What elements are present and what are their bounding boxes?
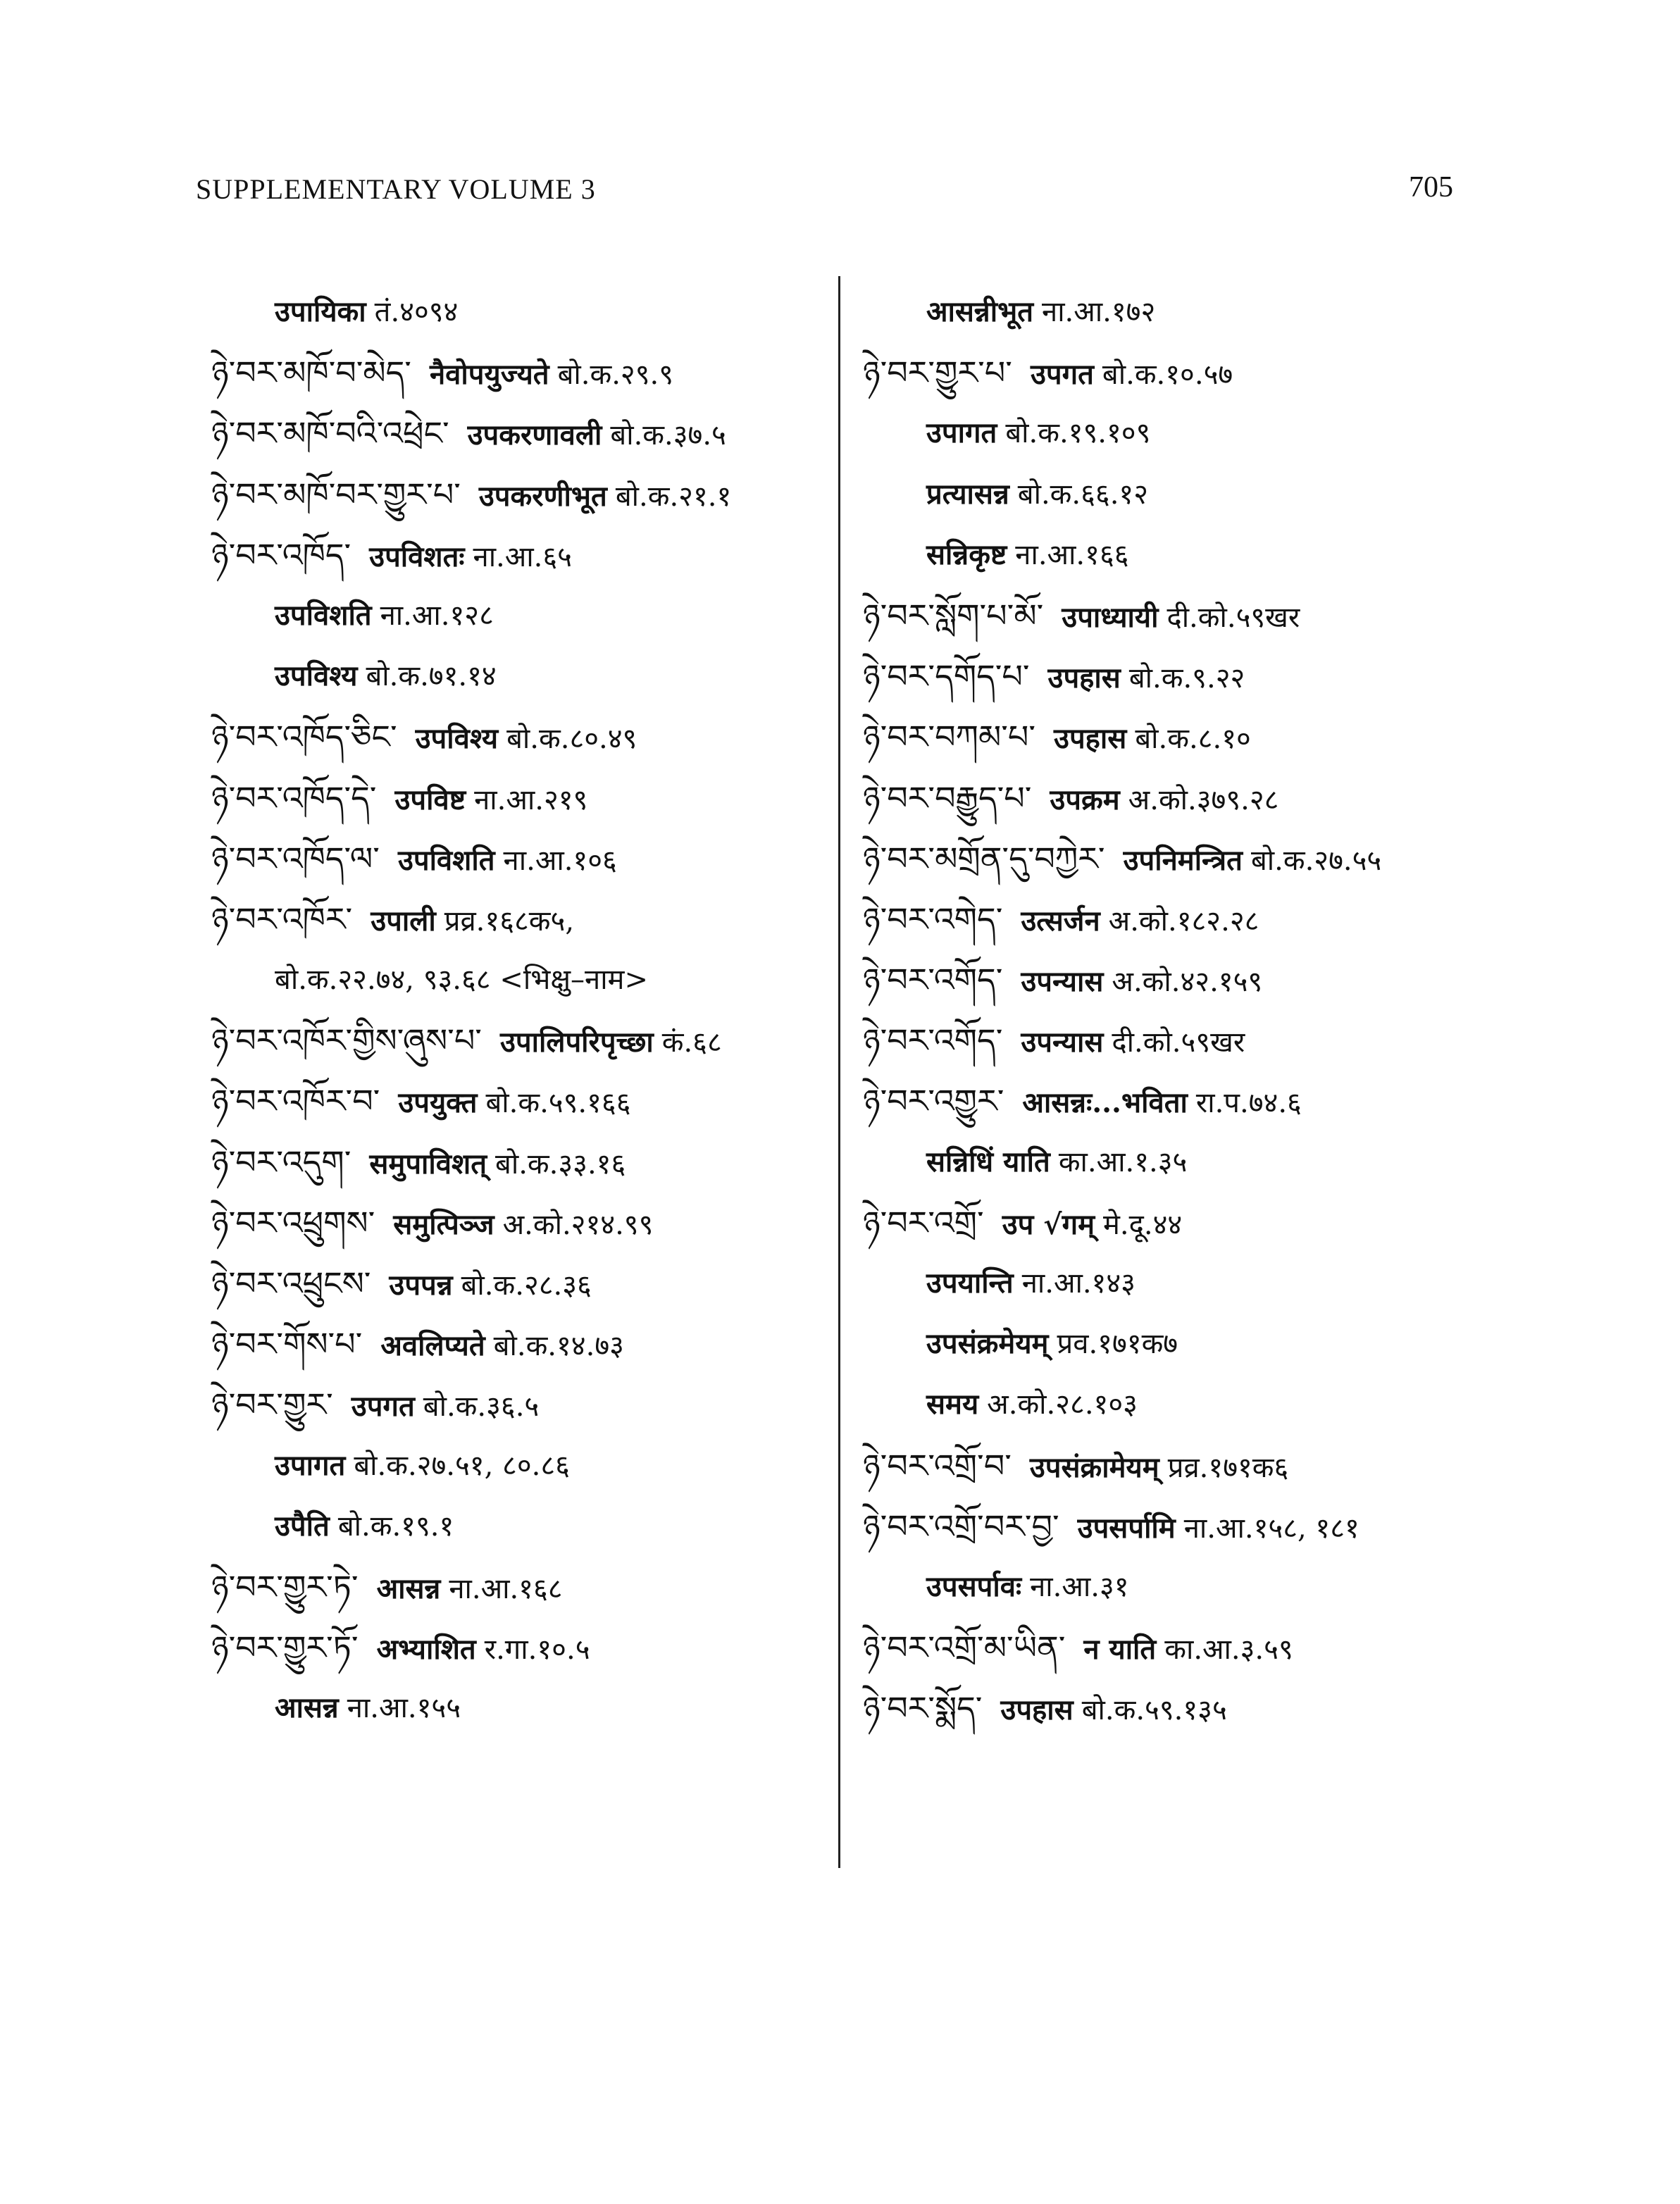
- tibetan-headword: ཉེ་བར་འཁོད་དེ་: [211, 778, 377, 817]
- sanskrit-equivalent: आसन्नीभूत: [926, 295, 1033, 328]
- sanskrit-equivalent: उपनिमन्त्रित: [1123, 843, 1243, 877]
- source-reference: बो.क.३७.५: [610, 419, 726, 452]
- sanskrit-equivalent: उपाध्यायी: [1062, 600, 1159, 634]
- source-reference: बो.क.८.१०: [1135, 723, 1251, 756]
- dictionary-entry: [863, 1496, 1652, 1557]
- dictionary-entry: [211, 646, 831, 706]
- tibetan-headword: ཉེ་བར་འགྲོ་མ་ཡིན་: [863, 1629, 1066, 1667]
- column-divider: [838, 276, 840, 1868]
- sanskrit-equivalent: उत्सर्जन: [1021, 904, 1100, 938]
- sanskrit-equivalent: उपायिका: [275, 295, 366, 328]
- dictionary-entry: [211, 282, 831, 342]
- tibetan-headword: ཉེ་བར་གྱུར་: [211, 1386, 333, 1424]
- tibetan-headword: ཉེ་བར་འཁོད་ཅིང་: [211, 718, 397, 757]
- tibetan-headword: ཉེ་བར་འཁོར་གྱིས་ཞུས་པ་: [211, 1021, 482, 1060]
- source-reference: बो.क.३३.१६: [495, 1147, 626, 1181]
- dictionary-entry: [863, 585, 1652, 646]
- sanskrit-equivalent: उपागत: [926, 416, 997, 450]
- sanskrit-equivalent: उपयान्ति: [926, 1266, 1014, 1300]
- sanskrit-equivalent: समुपाविशत्: [369, 1147, 487, 1181]
- sanskrit-equivalent: उपक्रम: [1050, 783, 1120, 816]
- source-reference: बो.क.८०.४९: [506, 723, 637, 756]
- dictionary-entry: [211, 1253, 831, 1314]
- dictionary-entry: [211, 1678, 831, 1738]
- sanskrit-equivalent: अभ्याशित: [376, 1633, 476, 1667]
- source-reference: बो.क.१९.१०९: [1005, 417, 1151, 450]
- sanskrit-equivalent: उपकरणावली: [467, 418, 602, 452]
- sanskrit-equivalent: अवलिप्यते: [380, 1329, 485, 1363]
- dictionary-entry: [211, 403, 831, 463]
- dictionary-entry: [863, 1374, 1652, 1435]
- tibetan-headword: ཉེ་བར་འགོད་: [863, 961, 1003, 1000]
- source-reference: ना.आ.१६८: [449, 1572, 563, 1605]
- sanskrit-equivalent: उपैति: [275, 1509, 330, 1543]
- source-reference: बो.क.७१.१४: [366, 660, 497, 693]
- sanskrit-equivalent: समय: [926, 1388, 979, 1421]
- dictionary-entry: [863, 464, 1652, 525]
- dictionary-entry: [863, 342, 1652, 403]
- dictionary-entry: [863, 1557, 1652, 1617]
- source-reference: प्रव्र.१७१क६: [1167, 1451, 1289, 1484]
- dictionary-entry: [211, 1193, 831, 1253]
- page-number: 705: [1409, 171, 1453, 204]
- tibetan-headword: ཉེ་བར་འཕྲུགས་: [211, 1203, 375, 1242]
- source-reference: ना.आ.६५: [473, 540, 572, 573]
- source-reference: ना.आ.१४३: [1021, 1267, 1135, 1300]
- tibetan-headword: ཉེ་བར་གོས་པ་: [211, 1325, 363, 1364]
- sanskrit-equivalent: उपविश्य: [275, 659, 358, 693]
- sanskrit-equivalent: उपसंक्रमेयम्: [926, 1327, 1049, 1361]
- source-reference: अ.को.२८.१०३: [987, 1388, 1138, 1421]
- sanskrit-equivalent: उपपन्न: [389, 1269, 453, 1302]
- source-reference: बो.क.२७.५१, ८०.८६: [354, 1449, 570, 1482]
- sanskrit-equivalent: उपयुक्त: [398, 1086, 478, 1120]
- dictionary-entry: [863, 1436, 1652, 1496]
- source-reference: ना.आ.३१: [1030, 1570, 1129, 1603]
- tibetan-headword: ཉེ་བར་འགྲོ་: [863, 1203, 984, 1242]
- source-reference: दी.को.५९खर: [1166, 601, 1300, 634]
- dictionary-entry: [863, 1071, 1652, 1131]
- dictionary-entry: [863, 1132, 1652, 1193]
- dictionary-entry: [211, 1496, 831, 1557]
- sanskrit-equivalent: उपविशति: [397, 843, 495, 877]
- source-reference: मे.दू.४४: [1103, 1208, 1183, 1241]
- sanskrit-equivalent: उपविश्य: [415, 722, 499, 756]
- dictionary-entry: [211, 464, 831, 525]
- dictionary-entry: [211, 1436, 831, 1496]
- sanskrit-equivalent: उपविशतः: [369, 540, 465, 573]
- tibetan-headword: ཉེ་བར་འཕྲུངས་: [211, 1264, 371, 1302]
- dictionary-entry: [863, 828, 1652, 889]
- left-column: [211, 282, 831, 1739]
- tibetan-headword: ཉེ་བར་བཀམ་པ་: [863, 718, 1036, 757]
- source-reference: बो.क.२९.९: [557, 359, 674, 392]
- dictionary-entry: [863, 889, 1652, 950]
- tibetan-headword: ཉེ་བར་འཁོར་བ་: [211, 1082, 380, 1121]
- source-reference: दी.को.५९खर: [1112, 1026, 1245, 1059]
- dictionary-entry: [863, 1314, 1652, 1374]
- dictionary-entry: [863, 950, 1652, 1010]
- source-reference: बो.क.२१.१: [615, 480, 732, 513]
- source-reference: ना.आ.१०६: [503, 844, 617, 877]
- tibetan-headword: ཉེ་བར་མགྲོན་དུ་བཀྱེར་: [863, 839, 1105, 878]
- sanskrit-equivalent: उपहास: [1054, 722, 1127, 756]
- source-reference: बो.क.९.२२: [1128, 662, 1245, 695]
- tibetan-headword: ཉེ་བར་གྱུར་པ་: [863, 354, 1012, 392]
- dictionary-entry: [863, 646, 1652, 706]
- source-reference: बो.क.६६.१२: [1017, 478, 1149, 511]
- dictionary-entry: [863, 1678, 1652, 1738]
- source-reference: प्रव्र.१६८क५,: [444, 904, 575, 938]
- dictionary-entry: [211, 1557, 831, 1617]
- source-reference: ना.आ.१५५: [347, 1692, 461, 1725]
- dictionary-entry: [211, 889, 831, 950]
- sanskrit-equivalent: उपन्यास: [1021, 1026, 1104, 1059]
- tibetan-headword: ཉེ་བར་འགྲོ་བར་བྱ་: [863, 1507, 1059, 1545]
- tibetan-headword: ཉེ་བར་མཁོ་བ་མེད་: [211, 354, 411, 392]
- source-reference: बो.क.१०.५७: [1102, 359, 1233, 392]
- source-reference: तं.४०९४: [374, 296, 459, 328]
- dictionary-entry: [211, 525, 831, 585]
- sanskrit-equivalent: उपहास: [1047, 661, 1121, 695]
- sanskrit-equivalent: उपाली: [371, 904, 436, 938]
- sanskrit-equivalent: उपसर्पावः: [926, 1569, 1022, 1603]
- sanskrit-equivalent: सन्निकृष्ट: [926, 537, 1007, 571]
- dictionary-entry: [863, 768, 1652, 828]
- source-reference: बो.क.३६.५: [423, 1390, 540, 1424]
- source-reference: ना.आ.२१९: [474, 783, 588, 816]
- source-reference: अ.को.२१४.९९: [502, 1208, 654, 1241]
- tibetan-headword: ཉེ་བར་འགྲོ་བ་: [863, 1446, 1012, 1485]
- dictionary-entry: [211, 1314, 831, 1374]
- running-header-title: SUPPLEMENTARY VOLUME 3: [196, 173, 596, 205]
- dictionary-entry: [211, 768, 831, 828]
- dictionary-entry: [863, 1617, 1652, 1678]
- source-reference: र.गा.१०.५: [484, 1633, 590, 1667]
- sanskrit-equivalent: उपागत: [275, 1448, 346, 1482]
- sanskrit-equivalent: उपविशति: [275, 598, 372, 632]
- source-reference: का.आ.१.३५: [1058, 1145, 1188, 1178]
- dictionary-entry: [211, 1132, 831, 1193]
- dictionary-entry: [863, 1010, 1652, 1071]
- dictionary-entry: [863, 706, 1652, 767]
- source-reference: बो.क.५९.१३५: [1081, 1694, 1227, 1727]
- sanskrit-equivalent: उपसर्पामि: [1077, 1511, 1176, 1545]
- sanskrit-equivalent: आसन्न: [376, 1571, 441, 1605]
- source-reference: अ.को.४२.१५९: [1112, 966, 1263, 999]
- dictionary-entry: [211, 828, 831, 889]
- sanskrit-equivalent: प्रत्यासन्न: [926, 477, 1009, 511]
- sanskrit-equivalent: आसन्नः...भविता: [1022, 1086, 1188, 1120]
- tibetan-headword: ཉེ་བར་མཁོ་བར་གྱུར་པ་: [211, 475, 461, 513]
- sanskrit-equivalent: समुत्पिञ्ज: [393, 1207, 494, 1241]
- sanskrit-equivalent: उपगत: [1030, 358, 1094, 392]
- sanskrit-equivalent: सन्निधिं याति: [926, 1145, 1050, 1178]
- source-reference: का.आ.३.५९: [1164, 1633, 1293, 1667]
- dictionary-entry: [863, 1193, 1652, 1253]
- tibetan-headword: ཉེ་བར་འཁོད་ལ་: [211, 839, 380, 878]
- dictionary-entry: [211, 706, 831, 767]
- source-reference: बो.क.१४.७३: [493, 1330, 624, 1363]
- tibetan-headword: ཉེ་བར་གྱུར་ཏེ་: [211, 1567, 359, 1606]
- right-column: [863, 282, 1652, 1739]
- tibetan-headword: ཉེ་བར་དགོད་པ་: [863, 657, 1030, 696]
- dictionary-entry: [211, 1374, 831, 1435]
- tibetan-headword: ཉེ་བར་འགེད་: [863, 899, 1003, 938]
- dictionary-entry: [863, 525, 1652, 585]
- source-reference: ना.आ.१२८: [380, 599, 494, 632]
- sanskrit-equivalent: उप √गम्: [1002, 1207, 1095, 1241]
- tibetan-headword: ཉེ་བར་གྱུར་ཏོ་: [211, 1629, 359, 1667]
- source-reference: बो.क.५९.१६६: [485, 1087, 631, 1120]
- sanskrit-equivalent: उपसंक्रामेयम्: [1029, 1450, 1159, 1484]
- dictionary-entry: [211, 1617, 831, 1678]
- tibetan-headword: ཉེ་བར་འགྱུར་: [863, 1082, 1004, 1121]
- source-reference: ना.आ.१७२: [1042, 296, 1156, 328]
- dictionary-entry: [211, 585, 831, 646]
- sanskrit-equivalent: उपालिपरिपृच्छा: [499, 1026, 654, 1059]
- tibetan-headword: ཉེ་བར་འགོད་: [863, 1021, 1003, 1060]
- source-reference: कं.६८: [661, 1026, 722, 1059]
- source-reference: ना.आ.१६६: [1015, 538, 1129, 571]
- source-reference: बो.क.२२.७४, ९३.६८ <भिक्षु–नाम>: [275, 964, 648, 997]
- source-reference: बो.क.२८.३६: [461, 1269, 592, 1302]
- tibetan-headword: ཉེ་བར་འཁོར་: [211, 899, 353, 938]
- tibetan-headword: ཉེ་བར་སློག་པ་མོ་: [863, 596, 1044, 635]
- sanskrit-equivalent: उपन्यास: [1021, 965, 1104, 999]
- dictionary-entry: [211, 342, 831, 403]
- dictionary-entry: [211, 950, 831, 1010]
- source-reference: अ.को.१८२.२८: [1108, 904, 1259, 938]
- source-reference: अ.को.३७९.२८: [1128, 783, 1279, 816]
- sanskrit-equivalent: उपविष्ट: [394, 783, 466, 816]
- sanskrit-equivalent: उपकरणीभूत: [478, 479, 607, 513]
- tibetan-headword: ཉེ་བར་འཁོད་: [211, 535, 351, 574]
- dictionary-entry: [211, 1010, 831, 1071]
- tibetan-headword: ཉེ་བར་འདུག་: [211, 1143, 351, 1181]
- sanskrit-equivalent: उपहास: [1000, 1693, 1074, 1727]
- sanskrit-equivalent: आसन्न: [275, 1691, 339, 1725]
- dictionary-entry: [863, 282, 1652, 342]
- tibetan-headword: ཉེ་བར་སྨོད་: [863, 1689, 983, 1728]
- dictionary-entry: [211, 1071, 831, 1131]
- tibetan-headword: ཉེ་བར་མཁོ་བའི་འཕྲེང་: [211, 414, 449, 453]
- source-reference: बो.क.१९.१: [337, 1509, 454, 1543]
- source-reference: रा.प.७४.६: [1195, 1087, 1302, 1120]
- source-reference: बो.क.२७.५५: [1250, 844, 1382, 877]
- dictionary-entry: [863, 403, 1652, 463]
- source-reference: प्रव.१७१क७: [1057, 1328, 1178, 1361]
- dictionary-entry: [863, 1253, 1652, 1314]
- source-reference: ना.आ.१५८, १८१: [1183, 1512, 1359, 1545]
- tibetan-headword: ཉེ་བར་བརྒྱུད་པ་: [863, 778, 1032, 817]
- sanskrit-equivalent: नैवोपयुज्यते: [429, 358, 549, 392]
- sanskrit-equivalent: उपगत: [351, 1390, 415, 1424]
- sanskrit-equivalent: न याति: [1083, 1633, 1157, 1667]
